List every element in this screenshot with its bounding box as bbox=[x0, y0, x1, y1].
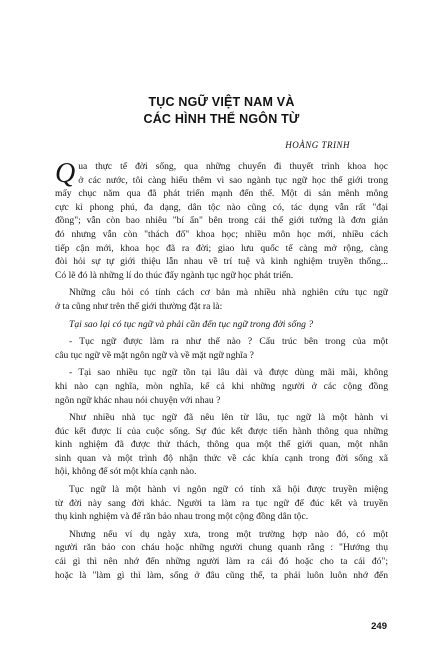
paragraph-2 bbox=[55, 286, 388, 313]
text-line: Nhưng nếu ví dụ ngày xưa, trong một trường hợp nào đó, có một bbox=[69, 528, 388, 540]
text-line: người răn bảo con cháu hoặc những người chung quanh rằng : "Hướng thụ bbox=[55, 542, 388, 554]
text-line: cái gì thì nên nhớ đến những người làm ra cái đó hoặc cho ta cái đó"; bbox=[55, 556, 388, 568]
text-line: Tục ngữ là một hành vi ngôn ngữ có tính xã hội được truyền miệng bbox=[69, 484, 388, 496]
text-line: sinh quan và một trình độ nhận thức về các khía cạnh trong đời sống xã bbox=[55, 452, 388, 464]
title-line-1: TỤC NGỮ VIỆT NAM VÀ bbox=[148, 95, 295, 109]
text-line: Có lẽ đó là những lí do thúc đẩy ngành tục ngữ học phát triển. bbox=[55, 269, 294, 281]
drop-cap: Q bbox=[55, 158, 76, 189]
text-line: thụ kinh nghiệm và để răn bảo nhau trong một cộng đồng dân tộc. bbox=[55, 511, 309, 523]
paragraph-6 bbox=[55, 411, 388, 479]
page-number: 249 bbox=[371, 621, 387, 632]
text-line: ngôn ngữ khác nhau nói chuyện với nhau ? bbox=[55, 394, 221, 406]
text-line: đúc kết được lí của cuộc sống. Sự đúc kết được tiến hành thông qua những bbox=[55, 425, 388, 437]
author-name: HOÀNG TRINH bbox=[285, 140, 350, 150]
text-line: Những câu hỏi có tính cách cơ bản mà nhiều nhà nghiên cứu tục ngữ bbox=[69, 287, 388, 299]
text-line: tiếp cận mới, khoa học đã ra đời; giao lưu quốc tế càng mở rộng, càng bbox=[55, 242, 388, 254]
text-line: Như nhiều nhà tục ngữ đã nêu lên từ lâu, tục ngữ là một hành vi bbox=[69, 412, 388, 424]
text-line: ua thực tế đời sống, qua những chuyến đi thuyết trình khoa học bbox=[78, 161, 388, 172]
text-line: câu tục ngữ về mặt ngôn ngữ và về mặt ngữ nghĩa ? bbox=[55, 349, 254, 361]
text-line: ở ta cũng như trên thế giới thường đặt ra là: bbox=[55, 300, 223, 312]
text-line: đồng"; vẫn còn bao nhiêu "bí ẩn" bên trong cái thế giới tưởng là đơn giản bbox=[55, 215, 388, 227]
text-line: kinh nghiệm đã được thử thách, thông qua một thế giới quan, một nhân bbox=[55, 439, 388, 451]
text-line: - Tục ngữ được làm ra như thế nào ? Cấu trúc bên trong của một bbox=[69, 336, 388, 348]
paragraph-4 bbox=[55, 335, 388, 362]
text-line: mấy chục năm qua đã phát triển mạnh đến thế. Một di sản mênh mông bbox=[55, 188, 388, 200]
paragraph-5 bbox=[55, 366, 388, 407]
article-body bbox=[55, 160, 388, 586]
text-line: - Tại sao nhiều tục ngữ tồn tại lâu dài và được dùng mãi mãi, không bbox=[69, 367, 388, 379]
text-line: hoặc là "làm gì thì làm, sống ở đâu cũng thế, ta phải luôn luôn nhớ đến bbox=[55, 569, 388, 581]
title-line-2: CÁC HÌNH THỂ NGÔN TỪ bbox=[143, 112, 300, 126]
article-title bbox=[0, 94, 443, 128]
text-line: khi nào cạn nghĩa, mòn nghĩa, kể cả khi những người ở các cộng đồng bbox=[55, 380, 388, 392]
text-line: hội, không để sót một khía cạnh nào. bbox=[55, 466, 197, 478]
paragraph-7 bbox=[55, 483, 388, 524]
paragraph-3 bbox=[55, 318, 388, 332]
text-line: cực kì phong phú, đa dạng, dân tộc nào cũng có, tác dụng vẫn rất "đại bbox=[55, 201, 388, 213]
paragraph-1 bbox=[55, 160, 388, 282]
paragraph-8 bbox=[55, 528, 388, 582]
text-line: từ đời này sang đời khác. Người ta làm ra tục ngữ để đúc kết và truyền bbox=[55, 497, 388, 509]
text-line: đó nhưng vẫn còn "thách đố" khoa học; nhiều môn học mới, nhiều cách bbox=[55, 228, 388, 240]
text-line: Tại sao lại có tục ngữ và phải cần đến tục ngữ trong đời sống ? bbox=[69, 318, 314, 330]
text-line: ở các nước, tôi càng hiểu thêm vì sao ngành tục ngữ học thế giới trong bbox=[78, 174, 388, 186]
text-line: đòi hỏi sự tự giới thiệu lẫn nhau về trí tuệ và kinh nghiệm truyền thống... bbox=[55, 256, 388, 268]
